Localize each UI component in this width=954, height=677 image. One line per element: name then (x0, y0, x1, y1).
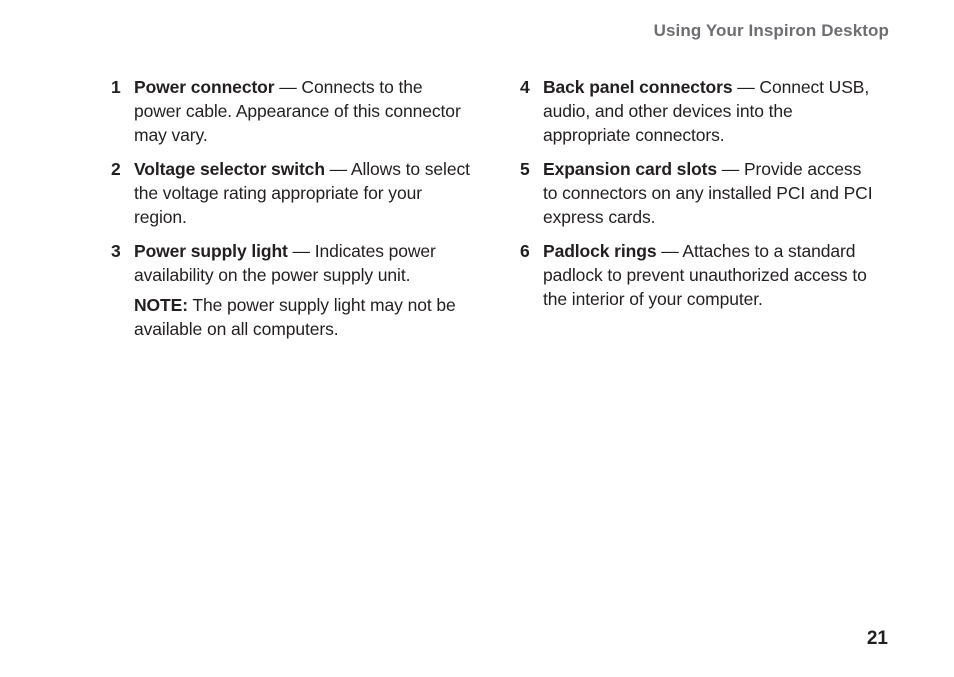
list-item-padlock-rings (520, 239, 880, 311)
item-term: Voltage selector switch (134, 159, 325, 179)
item-number: 6 (520, 241, 530, 261)
list-item-expansion-card-slots (520, 157, 880, 229)
item-number: 5 (520, 159, 530, 179)
item-term: Power connector (134, 77, 275, 97)
item-term: Padlock rings (543, 241, 657, 261)
item-description: — Provide access to connectors on any installed PCI and PCI express cards. (543, 159, 873, 227)
item-term: Back panel connectors (543, 77, 733, 97)
note-text: The power supply light may not be available on all computers. (134, 295, 456, 339)
item-term: Expansion card slots (543, 159, 718, 179)
item-term: Power supply light (134, 241, 288, 261)
running-header: Using Your Inspiron Desktop (653, 21, 889, 40)
item-number: 2 (111, 159, 121, 179)
left-column (111, 75, 471, 351)
item-description: — Indicates power availability on the power supply unit. (134, 241, 436, 285)
item-description: — Allows to select the voltage rating appropriate for your region. (134, 159, 470, 227)
item-description: — Connects to the power cable. Appearance of this connector may vary. (134, 77, 461, 145)
note (134, 293, 471, 341)
list-item-voltage-selector-switch (111, 157, 471, 229)
list-item-power-connector (111, 75, 471, 147)
item-number: 3 (111, 241, 121, 261)
list-item-back-panel-connectors (520, 75, 880, 147)
item-description: — Connect USB, audio, and other devices into the appropriate connectors. (543, 77, 870, 145)
note-label: NOTE: (134, 295, 188, 315)
page-number: 21 (866, 628, 888, 649)
right-column (520, 75, 880, 321)
item-description: — Attaches to a standard padlock to prevent unauthorized access to the interior of your computer. (543, 241, 867, 309)
item-number: 4 (520, 77, 530, 97)
item-number: 1 (111, 77, 121, 97)
list-item-power-supply-light (111, 239, 471, 341)
